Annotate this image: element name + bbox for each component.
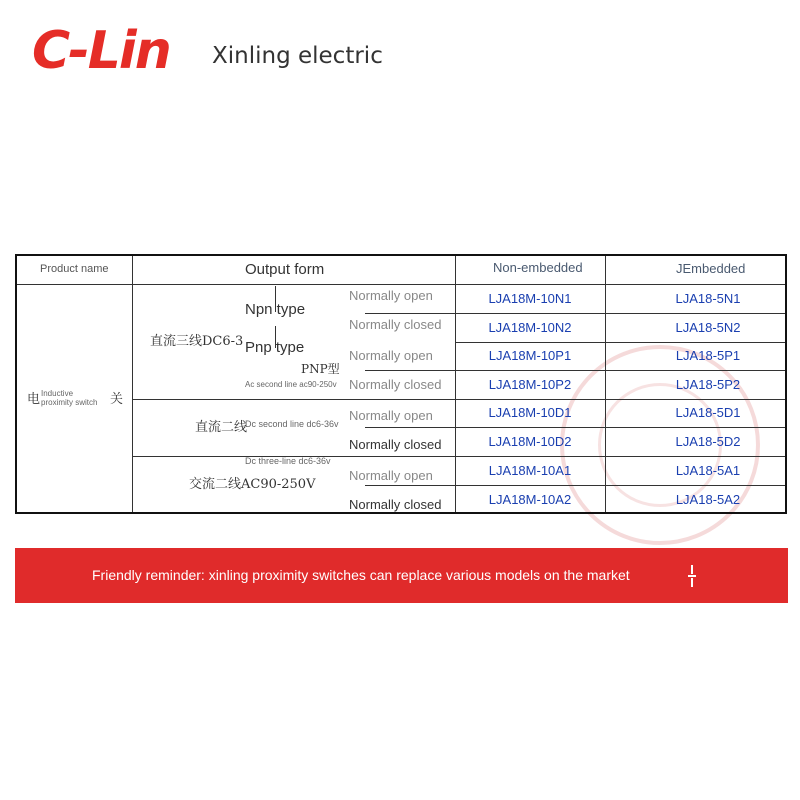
table-divider — [455, 313, 785, 314]
bracket-line — [365, 485, 455, 486]
table-divider — [455, 342, 785, 343]
table-divider — [132, 456, 785, 457]
model-embedded: LJA18-5A1 — [675, 463, 741, 478]
bracket-line — [365, 313, 455, 314]
group-dc3: 直流三线DC6-3 — [150, 334, 244, 349]
model-embedded: LJA18-5A2 — [675, 492, 741, 507]
bracket-line — [365, 370, 455, 371]
group-dc2: 直流二线 — [195, 420, 248, 435]
header-output-form: Output form — [245, 261, 325, 278]
header-product-name: Product name — [40, 263, 109, 275]
table-divider — [132, 256, 133, 512]
model-non-embedded: LJA18M-10N2 — [488, 320, 572, 335]
bracket-line — [365, 427, 455, 428]
type-npn: Npn type — [245, 301, 306, 318]
state-label: Normally open — [349, 408, 433, 423]
table-divider — [17, 284, 785, 285]
model-non-embedded: LJA18M-10D1 — [488, 405, 572, 420]
header-embedded: JEmbedded — [676, 261, 746, 276]
model-embedded: LJA18-5P1 — [675, 348, 741, 363]
model-non-embedded: LJA18M-10P2 — [488, 377, 572, 392]
state-label: Normally open — [349, 288, 433, 303]
model-embedded: LJA18-5N2 — [675, 320, 741, 335]
type-pnp-cn: PNP型 — [301, 362, 340, 376]
type-ac-note: Ac second line ac90-250v — [245, 380, 337, 389]
model-non-embedded: LJA18M-10P1 — [488, 348, 572, 363]
table-divider — [605, 256, 606, 512]
product-cn-right: 关 — [110, 392, 124, 407]
reminder-banner — [15, 548, 788, 603]
model-non-embedded: LJA18M-10D2 — [488, 434, 572, 449]
type-dc-three-note: Dc three-line dc6-36v — [245, 456, 331, 466]
type-dc-second-note: Dc second line dc6-36v — [245, 419, 339, 429]
model-non-embedded: LJA18M-10N1 — [488, 291, 572, 306]
state-label: Normally closed — [349, 497, 442, 512]
table-divider — [455, 427, 785, 428]
model-embedded: LJA18-5P2 — [675, 377, 741, 392]
group-ac2: 交流二线AC90-250V — [189, 477, 316, 492]
product-en-line2: proximity switch — [41, 398, 98, 407]
model-embedded: LJA18-5D1 — [675, 405, 741, 420]
model-non-embedded: LJA18M-10A2 — [488, 492, 572, 507]
state-label: Normally open — [349, 468, 433, 483]
state-label: Normally closed — [349, 377, 442, 392]
model-embedded: LJA18-5D2 — [675, 434, 741, 449]
brand-name: Xinling electric — [212, 43, 383, 69]
table-divider — [455, 370, 785, 371]
state-label: Normally closed — [349, 317, 442, 332]
model-embedded: LJA18-5N1 — [675, 291, 741, 306]
product-en-line1: Inductive — [41, 389, 74, 398]
product-table — [15, 254, 787, 514]
table-divider — [132, 399, 785, 400]
scroll-marker-icon — [688, 565, 696, 587]
table-divider — [455, 485, 785, 486]
header-non-embedded: Non-embedded — [493, 260, 583, 275]
state-label: Normally closed — [349, 437, 442, 452]
reminder-text: Friendly reminder: xinling proximity switches can replace various models on the market — [92, 567, 630, 583]
type-pnp: Pnp type — [245, 339, 305, 356]
state-label: Normally open — [349, 348, 433, 363]
brand-logo: C-Lin — [32, 21, 170, 81]
model-non-embedded: LJA18M-10A1 — [488, 463, 572, 478]
product-cn-left: 电 — [27, 392, 41, 407]
